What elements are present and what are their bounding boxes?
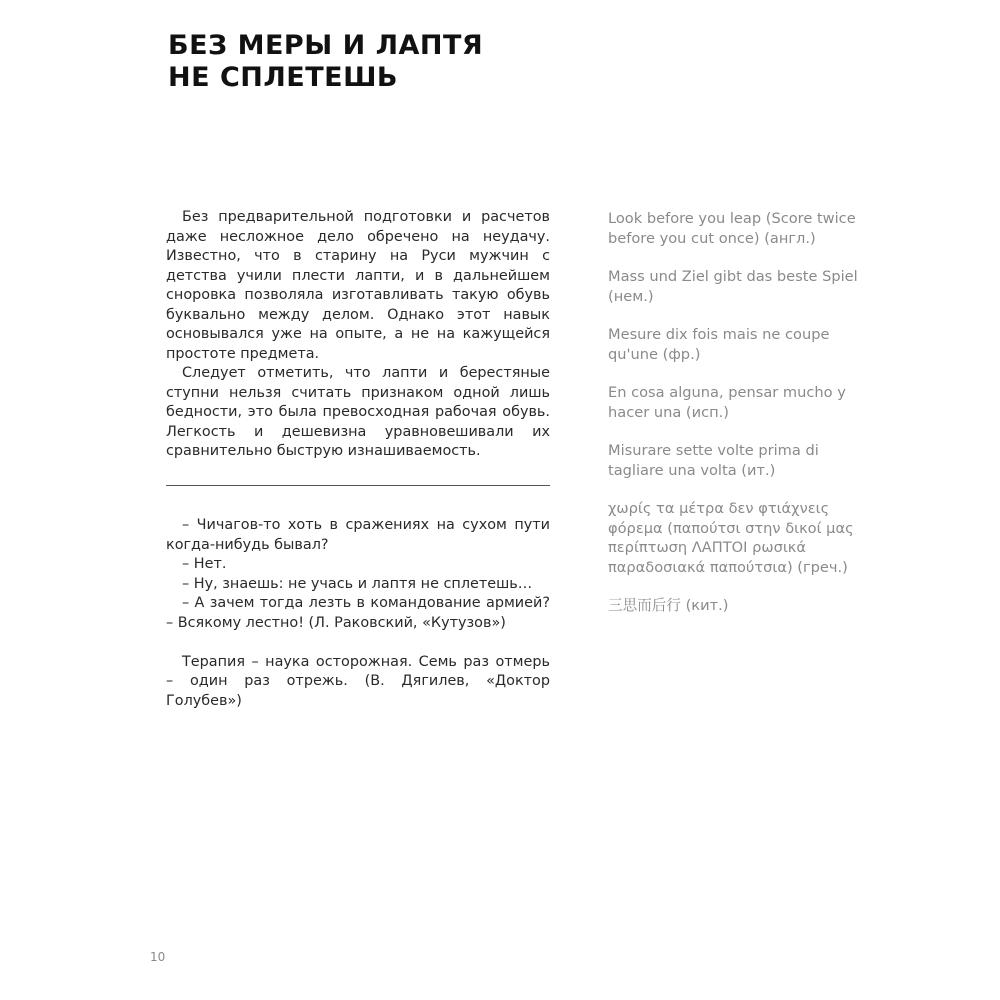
quote-line-2: – Нет.: [182, 556, 227, 572]
main-paragraph-1: Без предварительной подготовки и расчетов даже несложное дело обречено на неудачу. Известно, что в старину на Руси мужчин с детства учили плести лапти, и в дальнейшем сноровка позволяла изготавливать такую обувь буквально между делом. Однако этот навык основывался уже на опыте, а не на кажущейся простоте предмета.: [166, 209, 550, 362]
quote-line-4: – А зачем тогда лезть в командование армией? – Всякому лестно! (Л. Раковский, «Кутузов»): [166, 595, 550, 631]
main-paragraph-2: Следует отметить, что лапти и берестяные ступни нельзя считать признаком одной лишь бедности, это была превосходная рабочая обувь. Легкость и дешевизна уравновешивали их сравнительно быструю изнашиваемость.: [166, 365, 550, 459]
quote-spacer: [166, 633, 550, 653]
quote-line-1: – Чичагов-то хоть в сражениях на сухом пути когда-нибудь бывал?: [166, 517, 550, 553]
main-text: [166, 208, 550, 462]
translation-spanish: En cosa alguna, pensar mucho y hacer una (исп.): [608, 384, 846, 421]
quote-line-3: – Ну, знаешь: не учась и лаптя не сплетешь…: [182, 575, 533, 592]
translation-italian: Misurare sette volte prima di tagliare una volta (ит.): [608, 442, 819, 479]
page-title: [168, 30, 483, 94]
section-divider: [166, 485, 550, 486]
translations-column: [608, 209, 858, 635]
translation-french: Mesure dix fois mais ne coupe qu'une (фр.): [608, 326, 830, 363]
page-title-line-2: НЕ СПЛЕТЕШЬ: [168, 62, 399, 93]
translation-greek: χωρίς τα μέτρα δεν φτιάχνεις φόρεμα (παπούτσι στην δικοί μας περίπτωση ΛΑΠΤΟΙ ρωσικά παραδοσιακά παπούτσια) (греч.): [608, 500, 854, 576]
literary-quotes: [166, 516, 550, 711]
quote-line-5: Терапия – наука осторожная. Семь раз отмерь – один раз отрежь. (В. Дягилев, «Доктор Голубев»): [166, 653, 550, 709]
translation-chinese: 三思而后行 (кит.): [608, 597, 729, 614]
translation-german: Mass und Ziel gibt das beste Spiel (нем.): [608, 268, 858, 305]
translation-english: Look before you leap (Score twice before you cut once) (англ.): [608, 210, 856, 247]
page-number: 10: [150, 950, 166, 964]
page-title-line-1: БЕЗ МЕРЫ И ЛАПТЯ: [168, 30, 484, 61]
